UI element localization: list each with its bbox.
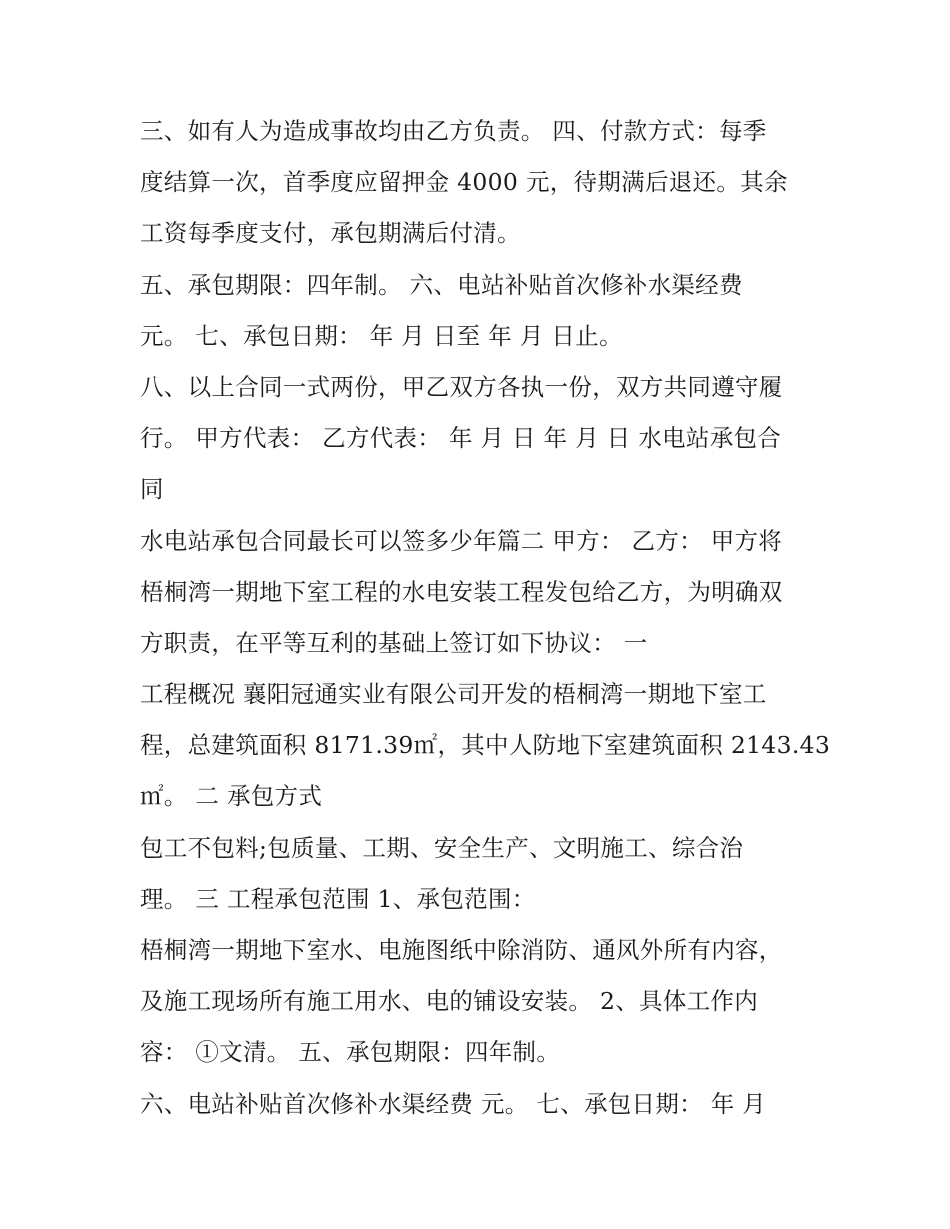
text-line: 包工不包料;包质量、工期、安全生产、文明施工、综合治 (140, 833, 744, 862)
text-line: 行。 甲方代表： 乙方代表： 年 月 日 年 月 日 水电站承包合 (140, 424, 782, 453)
text-line: 八、以上合同一式两份，甲乙双方各执一份，双方共同遵守履 (140, 372, 783, 401)
text-line: 方职责，在平等互利的基础上签订如下协议： 一 (140, 628, 648, 657)
text-line: 梧桐湾一期地下室水、电施图纸中除消防、通风外所有内容， (140, 936, 783, 964)
contract-body-text (140, 106, 831, 1130)
text-line: 度结算一次，首季度应留押金 4000 元，待期满后退还。其余 (140, 168, 788, 197)
text-line: 容： ①文清。 五、承包期限：四年制。 (140, 1038, 561, 1067)
text-line: 及施工现场所有施工用水、电的铺设安装。 2、具体工作内 (140, 987, 759, 1016)
text-line: ㎡。 二 承包方式 (140, 782, 323, 811)
text-line: 三、如有人为造成事故均由乙方负责。 四、付款方式：每季 (140, 117, 767, 145)
text-line: 梧桐湾一期地下室工程的水电安装工程发包给乙方，为明确双 (140, 577, 783, 606)
text-line: 同 (140, 475, 164, 504)
text-line: 五、承包期限：四年制。 六、电站补贴首次修补水渠经费 (140, 270, 743, 299)
text-line: 元。 七、承包日期： 年 月 日至 年 月 日止。 (140, 321, 623, 350)
text-line: 工程概况 襄阳冠通实业有限公司开发的梧桐湾一期地下室工 (140, 680, 767, 709)
text-line: 工资每季度支付，承包期满后付清。 (140, 219, 521, 248)
text-line: 水电站承包合同最长可以签多少年篇二 甲方： 乙方： 甲方将 (140, 526, 783, 555)
text-line: 理。 三 工程承包范围 1、承包范围： (140, 884, 536, 913)
text-line: 程，总建筑面积 8171.39㎡，其中人防地下室建筑面积 2143.43 (140, 731, 831, 760)
text-line: 六、电站补贴首次修补水渠经费 元。 七、承包日期： 年 月 (140, 1089, 767, 1118)
